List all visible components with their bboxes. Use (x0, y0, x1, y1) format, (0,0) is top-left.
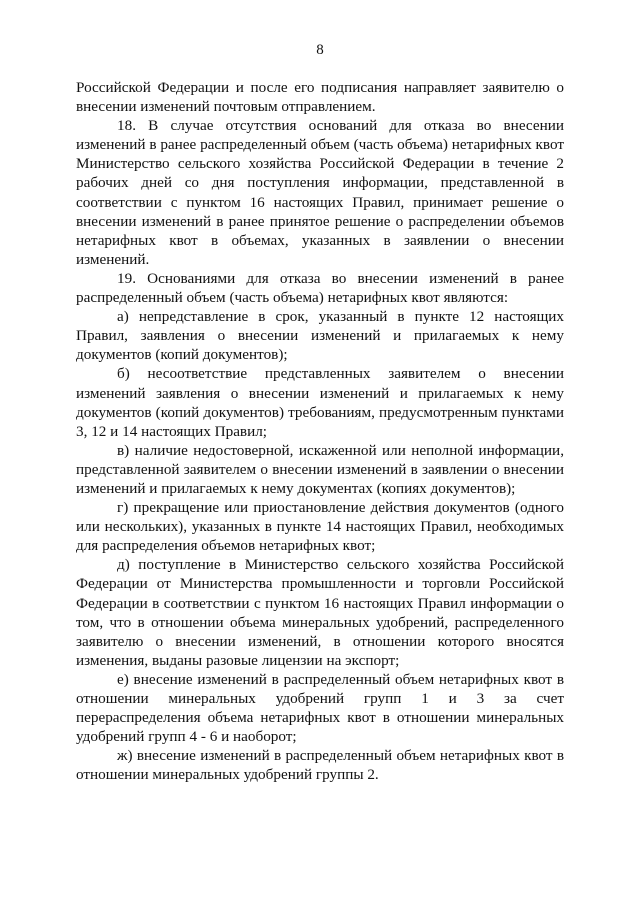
paragraph-19-d: д) поступление в Министерство сельского хозяйства Российской Федерации от Министерства промышленности и торговли Российской Федерации в соответствии с пунктом 16 настоящих Правил информации о том, что в отношении объема минеральных удобрений, распределенного заявителю о внесении изменений, в отношении которого вносятся изменения, выданы разовые лицензии на экспорт; (76, 556, 564, 669)
paragraph-19-g: г) прекращение или приостановление действия документов (одного или нескольких), указанных в пункте 14 настоящих Правил, необходимых для распределения объемов нетарифных квот; (76, 499, 564, 555)
paragraph-18: 18. В случае отсутствия оснований для отказа во внесении изменений в ранее распределенный объем (часть объема) нетарифных квот Министерство сельского хозяйства Российской Федерации в течение 2 рабочих дней со дня поступления информации, представленной в соответствии с пунктом 16 настоящих Правил, принимает решение о внесении изменений в ранее принятое решение о распределении объемов нетарифных квот в объемах, указанных в заявлении о внесении изменений. (76, 117, 564, 268)
document-body (76, 78, 564, 784)
paragraph-19-v: в) наличие недостоверной, искаженной или неполной информации, представленной заявителем о внесении изменений в заявлении о внесении изменений и прилагаемых к нему документах (копиях документов); (76, 441, 564, 497)
paragraph-19: 19. Основаниями для отказа во внесении изменений в ранее распределенный объем (часть объема) нетарифных квот являются: (76, 269, 564, 307)
page-number: 8 (316, 42, 324, 58)
paragraph-19-a: а) непредставление в срок, указанный в пункте 12 настоящих Правил, заявления о внесении изменений и прилагаемых к нему документов (копий документов); (76, 308, 564, 364)
paragraph-continuation: Российской Федерации и после его подписания направляет заявителю о внесении изменений почтовым отправлением. (76, 79, 564, 116)
paragraph-19-zh: ж) внесение изменений в распределенный объем нетарифных квот в отношении минеральных удобрений группы 2. (76, 747, 564, 784)
paragraph-19-e: е) внесение изменений в распределенный объем нетарифных квот в отношении минеральных удобрений групп 1 и 3 за счет перераспределения объема нетарифных квот в отношении минеральных удобрений групп 4 - 6 и наоборот; (76, 670, 564, 746)
paragraph-19-b: б) несоответствие представленных заявителем о внесении изменений заявления о внесении изменений и прилагаемых к нему документов (копий документов) требованиям, предусмотренным пунктами 3, 12 и 14 настоящих Правил; (76, 365, 564, 440)
